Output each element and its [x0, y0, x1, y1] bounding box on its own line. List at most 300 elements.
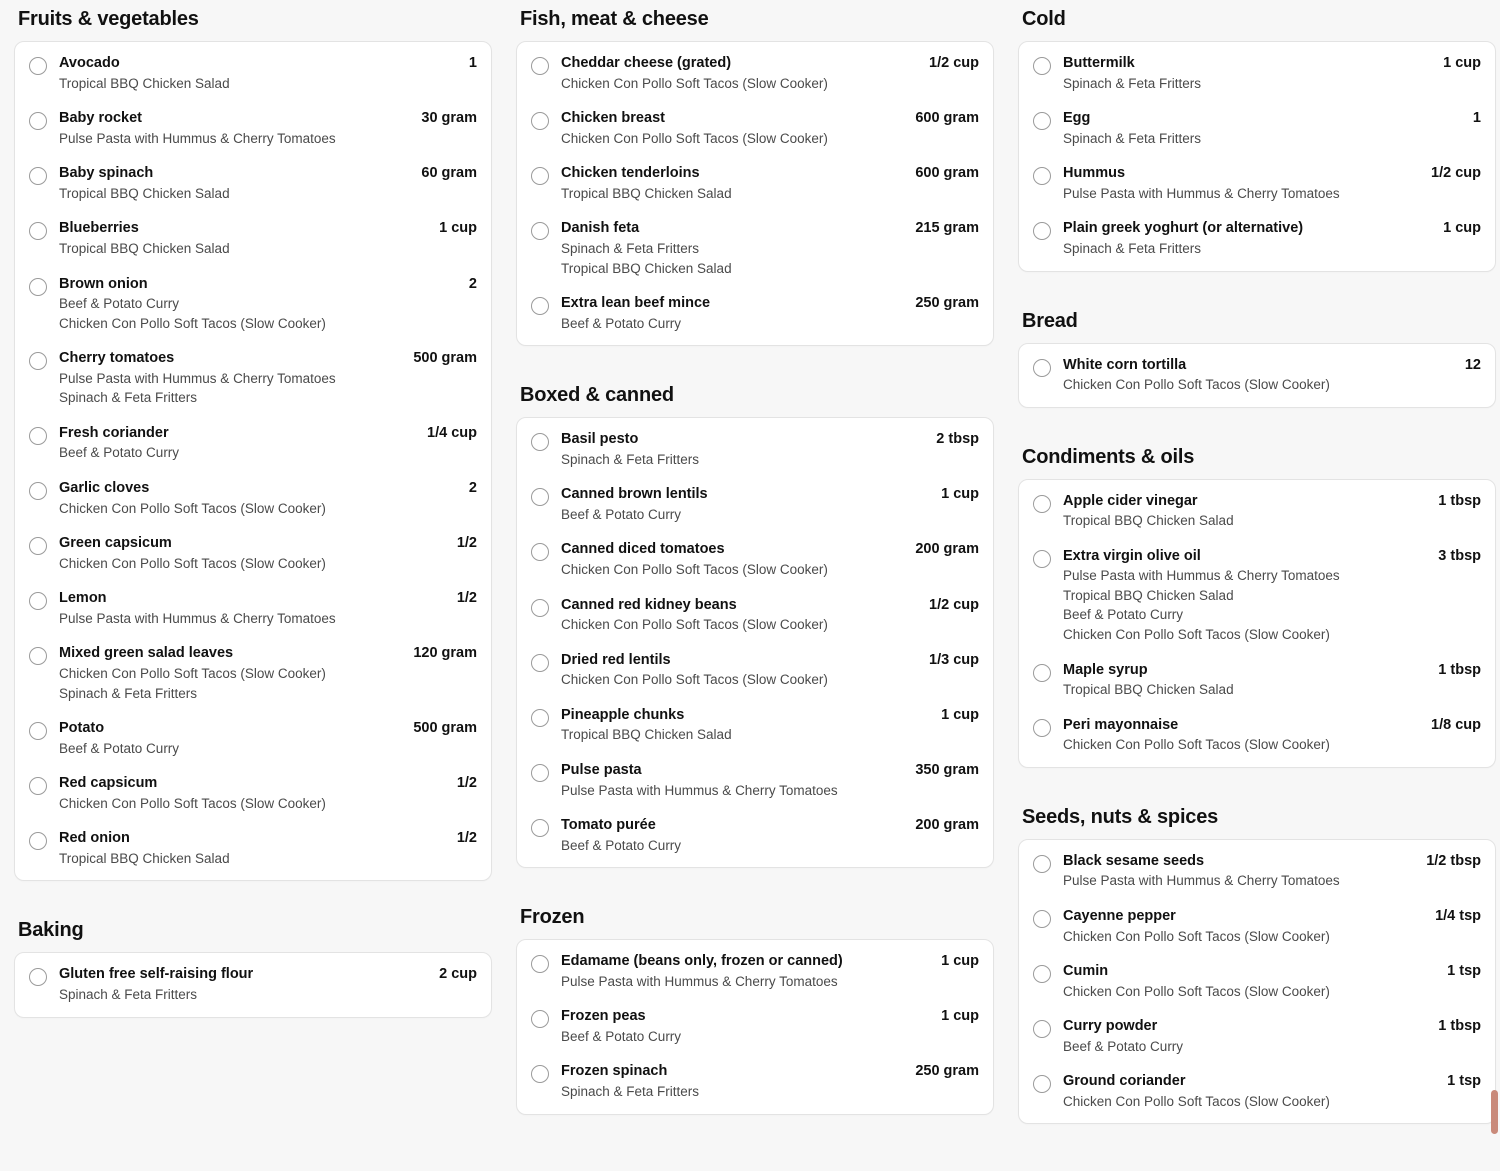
ingredient-quantity: 1 cup [439, 220, 477, 237]
checkbox-circle-icon[interactable] [29, 647, 47, 665]
section-title: Condiments & oils [1022, 445, 1195, 468]
recipe-reference: Chicken Con Pollo Soft Tacos (Slow Cooker) [561, 562, 828, 577]
ingredient-name: Frozen peas [561, 1008, 646, 1025]
recipe-reference: Tropical BBQ Chicken Salad [59, 185, 230, 201]
ingredient-name: Red capsicum [59, 775, 158, 792]
list-item-body [1063, 661, 1481, 700]
list-item-header [1063, 1072, 1481, 1092]
recipe-reference: Tropical BBQ Chicken Salad [1063, 587, 1234, 603]
ingredient-quantity: 1/2 [456, 590, 477, 607]
column-middle [516, 0, 994, 1124]
ingredient-quantity: 1 cup [1443, 55, 1481, 71]
list-item-header [561, 651, 979, 671]
column-left [14, 0, 492, 1124]
list-item[interactable] [517, 156, 993, 211]
section-title: Boxed & canned [520, 384, 674, 407]
ingredient-name: Potato [59, 720, 105, 737]
recipe-reference: Tropical BBQ Chicken Salad [561, 727, 732, 743]
list-item-header [561, 761, 979, 781]
list-item[interactable] [15, 416, 491, 471]
ingredient-name: Chicken tenderloins [561, 165, 700, 182]
recipe-reference: Spinach & Feta Fritters [561, 240, 700, 256]
recipe-reference: Beef & Potato Curry [1063, 1038, 1184, 1054]
ingredient-quantity: 60 gram [421, 165, 477, 182]
checkbox-circle-icon[interactable] [29, 112, 47, 130]
list-item[interactable] [1019, 156, 1495, 211]
section-title: Seeds, nuts & spices [1022, 805, 1219, 828]
list-item-body [59, 424, 477, 463]
list-item-body [59, 644, 477, 703]
ingredient-quantity: 120 gram [413, 645, 477, 662]
list-item-body [59, 719, 477, 758]
list-item-header [1063, 907, 1481, 927]
list-item-body [1063, 1017, 1481, 1056]
checkbox-circle-icon[interactable] [29, 167, 47, 185]
list-item[interactable] [1019, 653, 1495, 708]
ingredient-quantity: 600 gram [915, 165, 979, 182]
recipe-reference: Tropical BBQ Chicken Salad [1063, 513, 1234, 529]
checkbox-circle-icon[interactable] [1033, 57, 1051, 75]
list-item-header [561, 294, 979, 314]
checkbox-circle-icon[interactable] [1033, 1020, 1051, 1038]
list-item-body [59, 534, 477, 573]
ingredient-quantity: 500 gram [413, 720, 477, 737]
list-item[interactable] [1019, 1009, 1495, 1064]
ingredient-quantity: 1 cup [941, 1008, 979, 1025]
list-item-body [561, 540, 979, 579]
list-item-body [561, 816, 979, 855]
list-item[interactable] [1019, 539, 1495, 653]
recipe-reference: Tropical BBQ Chicken Salad [561, 260, 732, 276]
list-item[interactable] [517, 999, 993, 1054]
list-item[interactable] [517, 286, 993, 341]
recipe-reference: Beef & Potato Curry [59, 740, 180, 756]
section-card [1018, 343, 1496, 408]
list-item-header [1063, 852, 1481, 872]
list-item-body [59, 164, 477, 203]
checkbox-circle-icon[interactable] [1033, 719, 1051, 737]
recipe-reference: Chicken Con Pollo Soft Tacos (Slow Cooker) [59, 555, 326, 571]
ingredient-quantity: 1 [468, 55, 477, 71]
ingredient-quantity: 200 gram [915, 541, 979, 558]
list-item[interactable] [1019, 708, 1495, 763]
checkbox-circle-icon[interactable] [531, 222, 549, 240]
list-item[interactable] [1019, 484, 1495, 539]
list-item-body [561, 219, 979, 278]
ingredient-name: Brown onion [59, 275, 148, 292]
recipe-reference: Beef & Potato Curry [59, 445, 180, 461]
list-item[interactable] [1019, 899, 1495, 954]
list-item-header [561, 1062, 979, 1082]
checkbox-circle-icon[interactable] [531, 297, 549, 315]
recipe-reference: Spinach & Feta Fritters [1063, 75, 1202, 91]
section-card [516, 417, 994, 868]
list-item-header [59, 349, 477, 369]
ingredient-name: Canned red kidney beans [561, 596, 737, 613]
list-item-body [561, 294, 979, 333]
checkbox-circle-icon[interactable] [29, 482, 47, 500]
ingredient-name: Apple cider vinegar [1063, 492, 1198, 509]
checkbox-circle-icon[interactable] [531, 57, 549, 75]
list-item-body [59, 349, 477, 408]
list-item[interactable] [517, 211, 993, 286]
recipe-reference: Beef & Potato Curry [561, 1028, 682, 1044]
list-item[interactable] [15, 957, 491, 1012]
list-item-header [59, 54, 477, 74]
ingredient-name: Canned diced tomatoes [561, 541, 725, 558]
recipe-reference: Pulse Pasta with Hummus & Cherry Tomatoes [59, 610, 336, 626]
list-item-body [59, 774, 477, 813]
ingredient-name: Tomato purée [561, 817, 656, 834]
list-item[interactable] [15, 526, 491, 581]
checkbox-circle-icon[interactable] [531, 543, 549, 561]
ingredient-name: Chicken breast [561, 110, 665, 127]
list-item-body [561, 761, 979, 800]
ingredient-quantity: 1 cup [941, 953, 979, 970]
list-item-header [59, 479, 477, 499]
ingredient-quantity: 2 [468, 480, 477, 496]
checkbox-circle-icon[interactable] [1033, 664, 1051, 682]
list-item-header [59, 589, 477, 609]
recipe-reference: Beef & Potato Curry [561, 506, 682, 522]
checkbox-circle-icon[interactable] [1033, 112, 1051, 130]
checkbox-circle-icon[interactable] [531, 488, 549, 506]
ingredient-quantity: 1/4 cup [427, 424, 477, 441]
recipe-reference: Pulse Pasta with Hummus & Cherry Tomatoes [59, 130, 336, 146]
checkbox-circle-icon[interactable] [1033, 495, 1051, 513]
recipe-reference: Pulse Pasta with Hummus & Cherry Tomatoes [1063, 873, 1340, 889]
checkbox-circle-icon[interactable] [531, 599, 549, 617]
recipe-reference: Beef & Potato Curry [59, 296, 180, 312]
ingredient-quantity: 600 gram [915, 110, 979, 127]
list-item-body [59, 479, 477, 518]
recipe-reference: Beef & Potato Curry [561, 315, 682, 331]
list-item[interactable] [1019, 46, 1495, 101]
list-item-body [561, 109, 979, 148]
list-item-body [561, 651, 979, 690]
ingredient-quantity: 1/8 cup [1431, 716, 1481, 733]
checkbox-circle-icon[interactable] [29, 57, 47, 75]
list-item-header [561, 430, 979, 450]
ingredient-name: Buttermilk [1063, 55, 1135, 71]
recipe-reference: Chicken Con Pollo Soft Tacos (Slow Cooker) [561, 130, 828, 146]
ingredient-quantity: 3 tbsp [1438, 547, 1481, 564]
ingredient-name: Fresh coriander [59, 424, 169, 441]
ingredient-quantity: 250 gram [915, 295, 979, 312]
section-title: Frozen [520, 906, 585, 929]
list-item-body [561, 952, 979, 991]
list-item[interactable] [15, 101, 491, 156]
list-item-header [561, 54, 979, 74]
checkbox-circle-icon[interactable] [29, 722, 47, 740]
ingredient-quantity: 1 tbsp [1438, 661, 1481, 678]
list-item-body [561, 1007, 979, 1046]
ingredient-quantity: 250 gram [915, 1063, 979, 1080]
recipe-reference: Tropical BBQ Chicken Salad [561, 185, 732, 201]
checkbox-circle-icon[interactable] [1033, 855, 1051, 873]
ingredient-name: Ground coriander [1063, 1073, 1186, 1090]
recipe-reference: Beef & Potato Curry [561, 837, 682, 853]
checkbox-circle-icon[interactable] [29, 352, 47, 370]
ingredient-name: Cumin [1063, 963, 1109, 980]
recipe-reference: Spinach & Feta Fritters [59, 987, 198, 1002]
checkbox-circle-icon[interactable] [531, 112, 549, 130]
checkbox-circle-icon[interactable] [531, 1010, 549, 1028]
ingredient-name: Cheddar cheese (grated) [561, 55, 732, 71]
ingredient-name: Cayenne pepper [1063, 907, 1176, 924]
list-item[interactable] [15, 766, 491, 821]
recipe-reference: Chicken Con Pollo Soft Tacos (Slow Cooker) [1063, 1093, 1330, 1109]
checkbox-circle-icon[interactable] [1033, 359, 1051, 377]
ingredient-quantity: 1/2 tbsp [1426, 852, 1481, 869]
ingredient-name: Egg [1063, 110, 1091, 127]
list-item-body [59, 219, 477, 258]
checkbox-circle-icon[interactable] [531, 167, 549, 185]
recipe-reference: Spinach & Feta Fritters [59, 685, 198, 701]
ingredient-name: Frozen spinach [561, 1063, 668, 1080]
list-item-body [59, 109, 477, 148]
recipe-reference: Pulse Pasta with Hummus & Cherry Tomatoes [59, 370, 336, 386]
recipe-reference: Tropical BBQ Chicken Salad [59, 75, 230, 91]
list-item-header [561, 816, 979, 836]
list-item[interactable] [517, 532, 993, 587]
ingredient-name: Extra virgin olive oil [1063, 547, 1201, 564]
recipe-reference: Chicken Con Pollo Soft Tacos (Slow Cooker) [1063, 983, 1330, 999]
list-item-header [1063, 164, 1481, 184]
list-item[interactable] [517, 643, 993, 698]
list-item-body [59, 589, 477, 628]
list-item-header [59, 774, 477, 794]
section-title: Bread [1022, 309, 1078, 332]
ingredient-name: Baby rocket [59, 110, 143, 127]
list-item[interactable] [15, 211, 491, 266]
checkbox-circle-icon[interactable] [29, 777, 47, 795]
ingredient-quantity: 2 [468, 275, 477, 292]
list-item[interactable] [1019, 348, 1495, 403]
ingredient-quantity: 1 tbsp [1438, 492, 1481, 509]
ingredient-name: Mixed green salad leaves [59, 645, 234, 662]
checkbox-circle-icon[interactable] [29, 592, 47, 610]
list-item-body [1063, 547, 1481, 645]
list-item-body [561, 596, 979, 635]
recipe-reference: Tropical BBQ Chicken Salad [1063, 682, 1234, 698]
list-item[interactable] [15, 46, 491, 101]
recipe-reference: Chicken Con Pollo Soft Tacos (Slow Cooker) [1063, 627, 1330, 642]
scrollbar-thumb[interactable] [1491, 1090, 1498, 1134]
list-item[interactable] [517, 422, 993, 477]
ingredient-name: Plain greek yoghurt (or alternative) [1063, 220, 1304, 237]
recipe-reference: Beef & Potato Curry [1063, 607, 1184, 623]
checkbox-circle-icon[interactable] [29, 537, 47, 555]
recipe-reference: Spinach & Feta Fritters [561, 1084, 700, 1099]
ingredient-name: Hummus [1063, 165, 1126, 182]
ingredient-quantity: 1/2 [456, 775, 477, 792]
ingredient-quantity: 1 [1472, 110, 1481, 127]
list-item[interactable] [15, 471, 491, 526]
ingredient-name: Maple syrup [1063, 661, 1148, 678]
section-title: Fruits & vegetables [18, 8, 199, 30]
list-item[interactable] [15, 341, 491, 416]
ingredient-quantity: 500 gram [413, 350, 477, 367]
section-card [1018, 839, 1496, 1125]
list-item-body [1063, 164, 1481, 203]
ingredient-quantity: 1/2 cup [1431, 165, 1481, 182]
checkbox-circle-icon[interactable] [531, 764, 549, 782]
recipe-reference: Pulse Pasta with Hummus & Cherry Tomatoes [561, 782, 838, 798]
recipe-reference: Spinach & Feta Fritters [1063, 240, 1202, 256]
list-item[interactable] [1019, 101, 1495, 156]
list-item-body [1063, 492, 1481, 531]
list-item-header [59, 275, 477, 295]
list-item-header [1063, 547, 1481, 567]
section-title: Baking [18, 919, 84, 942]
section-card [1018, 479, 1496, 768]
checkbox-circle-icon[interactable] [29, 968, 47, 986]
list-item-header [59, 829, 477, 849]
ingredient-name: Baby spinach [59, 165, 154, 182]
recipe-reference: Chicken Con Pollo Soft Tacos (Slow Cooker) [1063, 737, 1330, 753]
recipe-reference: Chicken Con Pollo Soft Tacos (Slow Cooker) [1063, 377, 1330, 393]
checkbox-circle-icon[interactable] [29, 832, 47, 850]
list-item-body [1063, 907, 1481, 946]
ingredient-quantity: 1/2 cup [929, 55, 979, 71]
section-card [1018, 41, 1496, 272]
list-item-body [561, 1062, 979, 1101]
checkbox-circle-icon[interactable] [29, 278, 47, 296]
ingredient-name: Blueberries [59, 220, 139, 237]
list-item-body [1063, 54, 1481, 93]
recipe-reference: Chicken Con Pollo Soft Tacos (Slow Cooker) [59, 315, 326, 331]
checkbox-circle-icon[interactable] [29, 427, 47, 445]
ingredient-quantity: 30 gram [421, 110, 477, 127]
ingredient-name: Danish feta [561, 220, 640, 237]
ingredient-name: Green capsicum [59, 535, 172, 552]
ingredient-name: Cherry tomatoes [59, 350, 175, 367]
column-right [1018, 0, 1496, 1124]
list-item-header [561, 164, 979, 184]
checkbox-circle-icon[interactable] [531, 955, 549, 973]
list-item-body [1063, 1072, 1481, 1111]
ingredient-quantity: 1/2 cup [929, 596, 979, 613]
list-item[interactable] [15, 156, 491, 211]
list-item[interactable] [1019, 954, 1495, 1009]
ingredient-name: Pineapple chunks [561, 706, 685, 723]
recipe-reference: Chicken Con Pollo Soft Tacos (Slow Cooker) [561, 617, 828, 633]
list-item[interactable] [517, 477, 993, 532]
ingredient-quantity: 1 cup [941, 486, 979, 503]
list-item[interactable] [517, 808, 993, 863]
ingredient-quantity: 1 tsp [1447, 963, 1481, 980]
list-item[interactable] [1019, 1064, 1495, 1119]
list-item[interactable] [15, 711, 491, 766]
list-item[interactable] [517, 944, 993, 999]
list-item-body [561, 54, 979, 93]
ingredient-quantity: 1/4 tsp [1435, 907, 1481, 924]
checkbox-circle-icon[interactable] [29, 222, 47, 240]
list-item[interactable] [15, 821, 491, 876]
list-item-header [1063, 716, 1481, 736]
checkbox-circle-icon[interactable] [1033, 1075, 1051, 1093]
ingredient-name: Dried red lentils [561, 651, 671, 668]
ingredient-name: Edamame (beans only, frozen or canned) [561, 953, 843, 970]
ingredient-name: Garlic cloves [59, 480, 150, 496]
checkbox-circle-icon[interactable] [531, 1065, 549, 1083]
checkbox-circle-icon[interactable] [531, 433, 549, 451]
ingredient-name: Black sesame seeds [1063, 852, 1205, 869]
ingredient-name: Gluten free self-raising flour [59, 966, 254, 983]
list-item[interactable] [15, 636, 491, 711]
recipe-reference: Spinach & Feta Fritters [561, 451, 700, 467]
list-item-body [59, 965, 477, 1004]
list-item-body [1063, 852, 1481, 891]
list-item[interactable] [15, 581, 491, 636]
recipe-reference: Pulse Pasta with Hummus & Cherry Tomatoes [1063, 185, 1340, 201]
recipe-reference: Chicken Con Pollo Soft Tacos (Slow Cooker) [59, 665, 326, 681]
ingredient-quantity: 215 gram [915, 220, 979, 237]
list-item[interactable] [517, 1054, 993, 1109]
checkbox-circle-icon[interactable] [531, 654, 549, 672]
list-item-header [1063, 54, 1481, 74]
checkbox-circle-icon[interactable] [1033, 550, 1051, 568]
section-title: Cold [1022, 8, 1066, 30]
list-item-header [59, 644, 477, 664]
ingredient-quantity: 1 cup [941, 706, 979, 723]
ingredient-quantity: 200 gram [915, 817, 979, 834]
list-item-body [1063, 109, 1481, 148]
section-card [14, 41, 492, 881]
ingredient-quantity: 1 tsp [1447, 1073, 1481, 1090]
checkbox-circle-icon[interactable] [1033, 167, 1051, 185]
list-item-header [561, 109, 979, 129]
checkbox-circle-icon[interactable] [1033, 965, 1051, 983]
ingredient-quantity: 1 tbsp [1438, 1018, 1481, 1035]
list-item[interactable] [517, 101, 993, 156]
recipe-reference: Tropical BBQ Chicken Salad [59, 240, 230, 256]
list-item[interactable] [1019, 211, 1495, 266]
ingredient-name: Lemon [59, 590, 107, 607]
checkbox-circle-icon[interactable] [1033, 910, 1051, 928]
list-item[interactable] [517, 46, 993, 101]
list-item-header [59, 424, 477, 444]
recipe-reference: Spinach & Feta Fritters [59, 390, 198, 406]
list-item[interactable] [1019, 844, 1495, 899]
ingredient-name: Red onion [59, 830, 130, 847]
list-item-body [59, 275, 477, 334]
section-card [14, 952, 492, 1017]
ingredient-quantity: 1/3 cup [929, 651, 979, 668]
recipe-reference: Chicken Con Pollo Soft Tacos (Slow Cooker) [1063, 928, 1330, 944]
list-item[interactable] [517, 753, 993, 808]
list-item-header [1063, 1017, 1481, 1037]
list-item[interactable] [517, 588, 993, 643]
ingredient-quantity: 1 cup [1443, 220, 1481, 237]
list-item-header [59, 109, 477, 129]
list-item-header [59, 164, 477, 184]
ingredient-quantity: 350 gram [915, 761, 979, 778]
section-card [516, 939, 994, 1114]
ingredient-name: Curry powder [1063, 1018, 1158, 1035]
list-item-header [1063, 661, 1481, 681]
list-item-body [59, 54, 477, 93]
ingredient-quantity: 1/2 [456, 830, 477, 847]
recipe-reference: Chicken Con Pollo Soft Tacos (Slow Cooker) [59, 795, 326, 811]
checkbox-circle-icon[interactable] [531, 709, 549, 727]
recipe-reference: Chicken Con Pollo Soft Tacos (Slow Cooker) [561, 672, 828, 688]
checkbox-circle-icon[interactable] [531, 819, 549, 837]
list-item[interactable] [517, 698, 993, 753]
checkbox-circle-icon[interactable] [1033, 222, 1051, 240]
list-item[interactable] [15, 267, 491, 342]
